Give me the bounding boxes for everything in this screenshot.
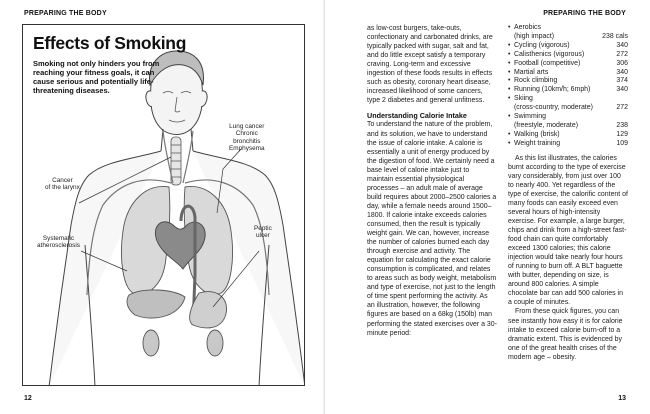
text-column-1 [367, 24, 497, 338]
section-heading-calorie-intake: Understanding Calorie Intake [367, 111, 467, 121]
label-larynx-cancer: Cancer of the larynx [45, 177, 80, 192]
list-item: • Aerobics (high impact) 238 cals [508, 24, 628, 42]
body-outline [49, 51, 305, 386]
paragraph-list-illustrates: As this list illustrates, the calories burnt according to the type of exercise vary considerably, from just over 100 to nearly 400. Yet regardless of the type of exercise, the calorific content of many foods can easily exceed even several hours of high-intensity exercise. For example, a large burger, chips and drink from a high-street fast-food chain can quite comfortably exceed 1300 calories; this calorie injection would take nearly four hours of running to burn off. A BLT baguette with butter, depending on size, is around 800 calories. A simple chocolate bar can add 500 calories in a couple of minutes. [508, 154, 628, 307]
label-peptic-ulcer: Peptic ulcer [254, 225, 272, 240]
list-item: • Walking (brisk) 129 [508, 131, 628, 140]
list-item: • Skiing (cross-country, moderate) 272 [508, 95, 628, 113]
page-number-left: 12 [24, 395, 32, 402]
running-head-left: PREPARING THE BODY [24, 10, 107, 17]
paragraph-quick-figures: From these quick figures, you can see instantly how easy it is for calorie intake to exceed calorie burn-off to a dramatic extent. This is evidenced by one of the great health crises of the modern age – obesity. [508, 308, 623, 361]
kidney-left [143, 330, 159, 356]
list-item: • Calisthenics (vigorous) 272 [508, 51, 628, 60]
label-atherosclerosis: Systematic atherosclerosis [37, 235, 80, 250]
list-item: • Cycling (vigorous) 340 [508, 42, 628, 51]
list-item: • Football (competitive) 306 [508, 60, 628, 69]
list-item: • Rock climbing 374 [508, 77, 628, 86]
kidney-right [207, 330, 223, 356]
label-lung-cancer: Lung cancer Chronic bronchitis Emphysema [229, 123, 265, 153]
list-item: • Running (10km/h; 6mph) 340 [508, 86, 628, 95]
list-item: • Martial arts 340 [508, 69, 628, 78]
paragraph-calorie-intake: To understand the nature of the problem, and its solution, we have to understand the issue of calorie intake. A calorie is essentially a unit of energy produced by the digestion of food. We certainly need a base level of calorie intake just to maintain essential physiological processes – an adult male of average build requires about 2000–2500 calories a day, while a female needs around 1500–1800. If calorie intake exceeds calories consumed, then the result is typically weight gain. We can, however, increase the number of calories burned each day through exercise and activity. The equation for calculating the exact calorie consumption is complicated, and relates to areas such as body weight, metabolism and type of exercise, not just to the length of time spent performing the activity. As an illustration, however, the following figures are based on a 68kg (150lb) man performing the stated exercises over a 30-minute period: [367, 121, 497, 337]
box-intro-text: Smoking not only hinders you from reaching your fitness goals, it can cause serious and potentially life-threatening diseases. [33, 59, 160, 95]
list-item: • Weight training 109 [508, 140, 628, 149]
text-column-2 [508, 24, 628, 362]
calorie-list [508, 24, 628, 149]
running-head-right: PREPARING THE BODY [543, 10, 626, 17]
box-title: Effects of Smoking [33, 33, 187, 53]
list-item: • Swimming (freestyle, moderate) 238 [508, 113, 628, 131]
paragraph-junk-food: as low-cost burgers, take-outs, confectionary and carbonated drinks, are typically packed with sugar, salt and fat, and do little except satisfy a temporary craving. Long-term and excessive ingestion of these foods results in effects such as obesity, coronary heart disease, increased likelihood of some cancers, type 2 diabetes and general unfitness. [367, 25, 493, 105]
page-number-right: 13 [618, 395, 626, 402]
smoking-effects-box [22, 24, 305, 386]
right-page [325, 0, 650, 414]
trachea [171, 137, 181, 185]
liver [127, 290, 185, 318]
